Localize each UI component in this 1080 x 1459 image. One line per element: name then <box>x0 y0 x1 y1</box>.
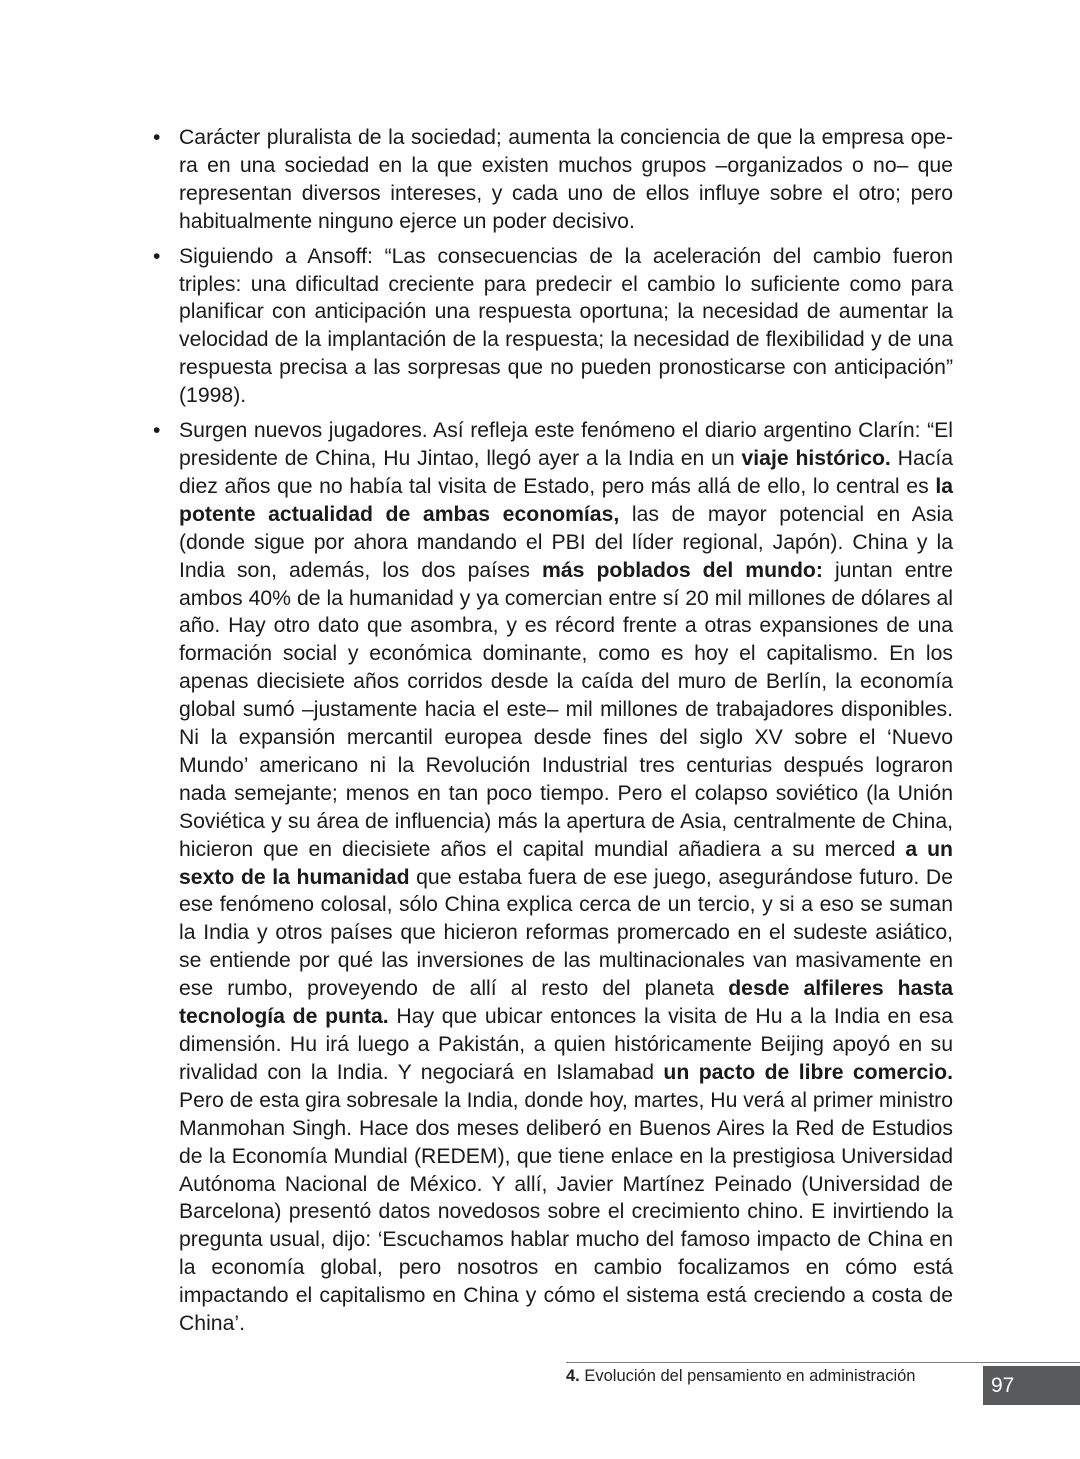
page-number-box <box>983 1366 1080 1405</box>
bullet-item-nuevos-jugadores <box>153 417 953 1338</box>
bullet-text: Carácter pluralista de la sociedad; aumenta la conciencia de que la empresa opera en una sociedad en la que existen muchos grupos –organizados o no– que representan diversos intereses, y cada uno de ellos influye sobre el otro; pero habitualmente ninguno ejerce un poder decisivo. <box>179 126 953 233</box>
bullet-item-ansoff <box>153 243 953 410</box>
chapter-number: 4. <box>566 1367 580 1385</box>
running-footer <box>566 1366 950 1386</box>
bullet-marker: • <box>153 419 161 443</box>
bullet-text: Siguiendo a Ansoff: “Las consecuencias de la aceleración del cambio fueron triples: una dificultad creciente para predecir el cambio lo suficiente como para planificar con anticipación una respuesta oportuna; la necesidad de aumentar la velocidad de la implantación de la respuesta; la necesidad de flexibilidad y de una respuesta precisa a las sorpresas que no pueden pronosticarse con anticipación” (1998). <box>179 244 953 408</box>
bullet-marker: • <box>153 244 161 268</box>
bullet-list <box>153 124 953 1338</box>
footer-divider <box>566 1362 1080 1363</box>
chapter-title: Evolución del pensamiento en administración <box>584 1367 916 1385</box>
page-number: 97 <box>991 1374 1015 1397</box>
page-body <box>153 124 953 1345</box>
bullet-text: Surgen nuevos jugadores. Así refleja este fenómeno el diario argentino Clarín: “El presidente de China, Hu Jintao, llegó ayer a la India en un viaje histórico. Hacía diez años que no había tal visita de Estado, pero más allá de ello, lo central es la potente actualidad de ambas economías, las de mayor potencial en Asia (donde sigue por ahora mandando el PBI del líder regional, Japón). China y la India son, además, los dos países más poblados del mundo: juntan entre ambos 40% de la humanidad y ya comercian entre sí 20 mil millones de dólares al año. Hay otro dato que asombra, y es récord frente a otras expansiones de una formación social y económica dominante, como es hoy el capitalismo. En los apenas diecisiete años corridos desde la caída del muro de Berlín, la economía global sumó –justamente hacia el este– mil millones de trabajadores disponibles. Ni la expansión mercantil europea desde fines del siglo XV sobre el ‘Nuevo Mundo’ americano ni la Revolución Industrial tres centurias después lograron nada semejante; menos en tan poco tiempo. Pero el colapso soviético (la Unión Soviética y su área de influencia) más la apertura de Asia, centralmente de China, hicieron que en diecisiete años el capital mundial añadiera a su merced a un sexto de la humanidad que estaba fuera de ese juego, asegurándose futuro. De ese fenómeno colosal, sólo China explica cerca de un tercio, y si a eso se suman la India y otros países que hicieron reformas promercado en el sudeste asiático, se entiende por qué las inversiones de las multinacionales van masivamente en ese rumbo, proveyendo de allí al resto del planeta desde alfileres hasta tecnología de punta. Hay que ubicar entonces la visita de Hu a la India en esa dimensión. Hu irá luego a Pakistán, a quien históricamente Beijing apoyó en su rivalidad con la India. Y negociará en Islamabad un pacto de libre comercio. Pero de esta gira sobresale la India, donde hoy, martes, Hu verá al primer ministro Manmohan Singh. Hace dos meses deliberó en Buenos Aires la Red de Estudios de la Economía Mundial (REDEM), que tiene enlace en la prestigiosa Universidad Autónoma Nacional de México. Y allí, Javier Martínez Peinado (Universidad de Barcelona) presentó datos novedosos sobre el crecimiento chino. E invirtiendo la pregunta usual, dijo: ‘Escuchamos hablar mucho del famoso impacto de China en la economía global, pero nosotros en cambio focalizamos en cómo está impactando el capitalismo en China y cómo el sistema está creciendo a costa de China’. <box>179 419 953 1336</box>
bullet-item-pluralismo <box>153 124 953 236</box>
bullet-marker: • <box>153 126 161 149</box>
